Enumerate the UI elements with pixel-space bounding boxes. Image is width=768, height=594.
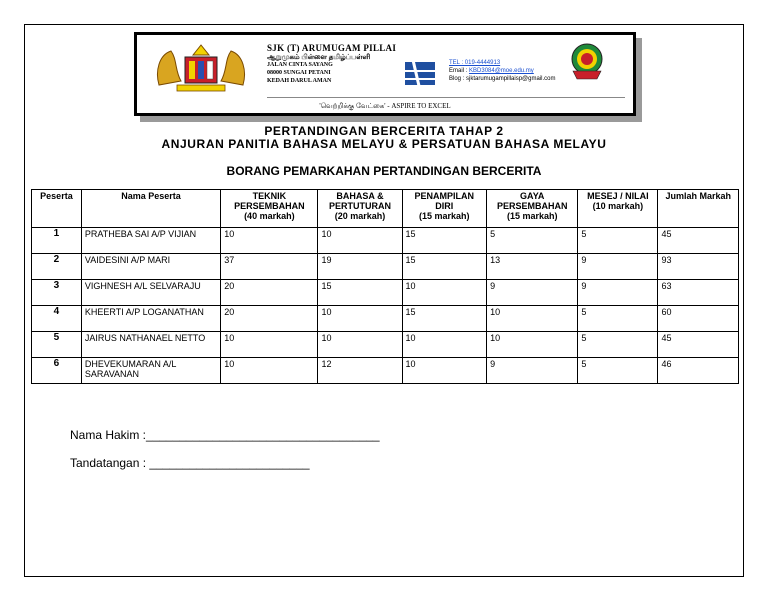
- address-line: JALAN CINTA SAYANG: [267, 62, 333, 68]
- address-line: KEDAH DARUL AMAN: [267, 78, 332, 84]
- malaysia-coat-of-arms-icon: [151, 41, 251, 93]
- participant-name: PRATHEBA SAI A/P VIJIAN: [81, 228, 220, 254]
- email-line: [449, 67, 555, 75]
- score-penampilan: 10: [402, 358, 487, 384]
- participant-number: 1: [32, 228, 82, 254]
- header-nama-peserta: Nama Peserta: [81, 190, 220, 228]
- score-gaya: 13: [487, 254, 578, 280]
- contact-info: [449, 59, 555, 83]
- score-bahasa: 10: [318, 332, 402, 358]
- scoring-table: [31, 189, 739, 384]
- header-gaya-persembahan: GAYA PERSEMBAHAN (15 markah): [487, 190, 578, 228]
- score-bahasa: 10: [318, 228, 402, 254]
- header-peserta: Peserta: [32, 190, 82, 228]
- participant-name: VAIDESINI A/P MARI: [81, 254, 220, 280]
- email-label: Email :: [449, 68, 470, 74]
- participant-name: JAIRUS NATHANAEL NETTO: [81, 332, 220, 358]
- score-jumlah: 45: [658, 332, 739, 358]
- score-mesej: 5: [578, 332, 658, 358]
- score-jumlah: 63: [658, 280, 739, 306]
- participant-number: 2: [32, 254, 82, 280]
- table-row: [32, 358, 739, 384]
- score-jumlah: 93: [658, 254, 739, 280]
- score-mesej: 5: [578, 228, 658, 254]
- score-teknik: 20: [221, 280, 318, 306]
- organizer-title: ANJURAN PANITIA BAHASA MELAYU & PERSATUAN BAHASA MELAYU: [161, 137, 607, 151]
- school-logo-icon: [403, 58, 437, 88]
- score-gaya: 5: [487, 228, 578, 254]
- table-row: [32, 306, 739, 332]
- form-title: BORANG PEMARKAHAN PERTANDINGAN BERCERITA: [226, 164, 542, 178]
- school-name: SJK (T) ARUMUGAM PILLAI: [267, 43, 397, 53]
- score-bahasa: 10: [318, 306, 402, 332]
- header-penampilan-diri: PENAMPILAN DIRI (15 markah): [402, 190, 487, 228]
- participant-name: VIGHNESH A/L SELVARAJU: [81, 280, 220, 306]
- score-bahasa: 19: [318, 254, 402, 280]
- score-teknik: 37: [221, 254, 318, 280]
- score-penampilan: 15: [402, 306, 487, 332]
- score-teknik: 20: [221, 306, 318, 332]
- participant-name: DHEVEKUMARAN A/L SARAVANAN: [81, 358, 220, 384]
- table-header-row: [32, 190, 739, 228]
- score-penampilan: 15: [402, 228, 487, 254]
- school-info: [267, 43, 396, 85]
- score-mesej: 5: [578, 306, 658, 332]
- judge-name-line: Nama Hakim :___________________________________: [70, 428, 380, 442]
- score-gaya: 9: [487, 280, 578, 306]
- table-row: [32, 254, 739, 280]
- email-link[interactable]: KBD3084@moe.edu.my: [469, 68, 534, 74]
- participant-number: 4: [32, 306, 82, 332]
- score-teknik: 10: [221, 228, 318, 254]
- header-teknik-persembahan: TEKNIK PERSEMBAHAN (40 markah): [221, 190, 318, 228]
- participant-number: 3: [32, 280, 82, 306]
- score-bahasa: 12: [318, 358, 402, 384]
- competition-title: PERTANDINGAN BERCERITA TAHAP 2: [264, 124, 504, 138]
- blog-line: Blog : sjktarumugampillaisp@gmail.com: [449, 76, 556, 82]
- score-teknik: 10: [221, 332, 318, 358]
- school-emblem-icon: [567, 41, 607, 81]
- table-row: [32, 332, 739, 358]
- header-jumlah-markah: Jumlah Markah: [658, 190, 739, 228]
- score-penampilan: 10: [402, 280, 487, 306]
- table-row: [32, 228, 739, 254]
- participant-number: 6: [32, 358, 82, 384]
- score-bahasa: 15: [318, 280, 402, 306]
- letterhead-divider: [267, 97, 625, 98]
- table-row: [32, 280, 739, 306]
- score-jumlah: 60: [658, 306, 739, 332]
- score-penampilan: 10: [402, 332, 487, 358]
- letterhead: [134, 32, 636, 116]
- score-gaya: 9: [487, 358, 578, 384]
- address-line: 08000 SUNGAI PETANI: [267, 70, 331, 76]
- score-mesej: 9: [578, 254, 658, 280]
- telephone: TEL : 019-4444913: [449, 60, 501, 66]
- score-teknik: 10: [221, 358, 318, 384]
- score-gaya: 10: [487, 306, 578, 332]
- participant-number: 5: [32, 332, 82, 358]
- score-jumlah: 45: [658, 228, 739, 254]
- school-tamil-name: ஆறுமுகம் பிள்ளை தமிழ்ப்பள்ளி: [267, 53, 371, 61]
- score-mesej: 9: [578, 280, 658, 306]
- school-motto: 'வெற்றிக்கு வேட்கை' - ASPIRE TO EXCEL: [319, 102, 451, 110]
- header-bahasa-pertuturan: BAHASA & PERTUTURAN (20 markah): [318, 190, 402, 228]
- signature-line: Tandatangan : ________________________: [70, 456, 310, 470]
- score-jumlah: 46: [658, 358, 739, 384]
- header-mesej-nilai: MESEJ / NILAI (10 markah): [578, 190, 658, 228]
- participant-name: KHEERTI A/P LOGANATHAN: [81, 306, 220, 332]
- score-mesej: 5: [578, 358, 658, 384]
- score-gaya: 10: [487, 332, 578, 358]
- score-penampilan: 15: [402, 254, 487, 280]
